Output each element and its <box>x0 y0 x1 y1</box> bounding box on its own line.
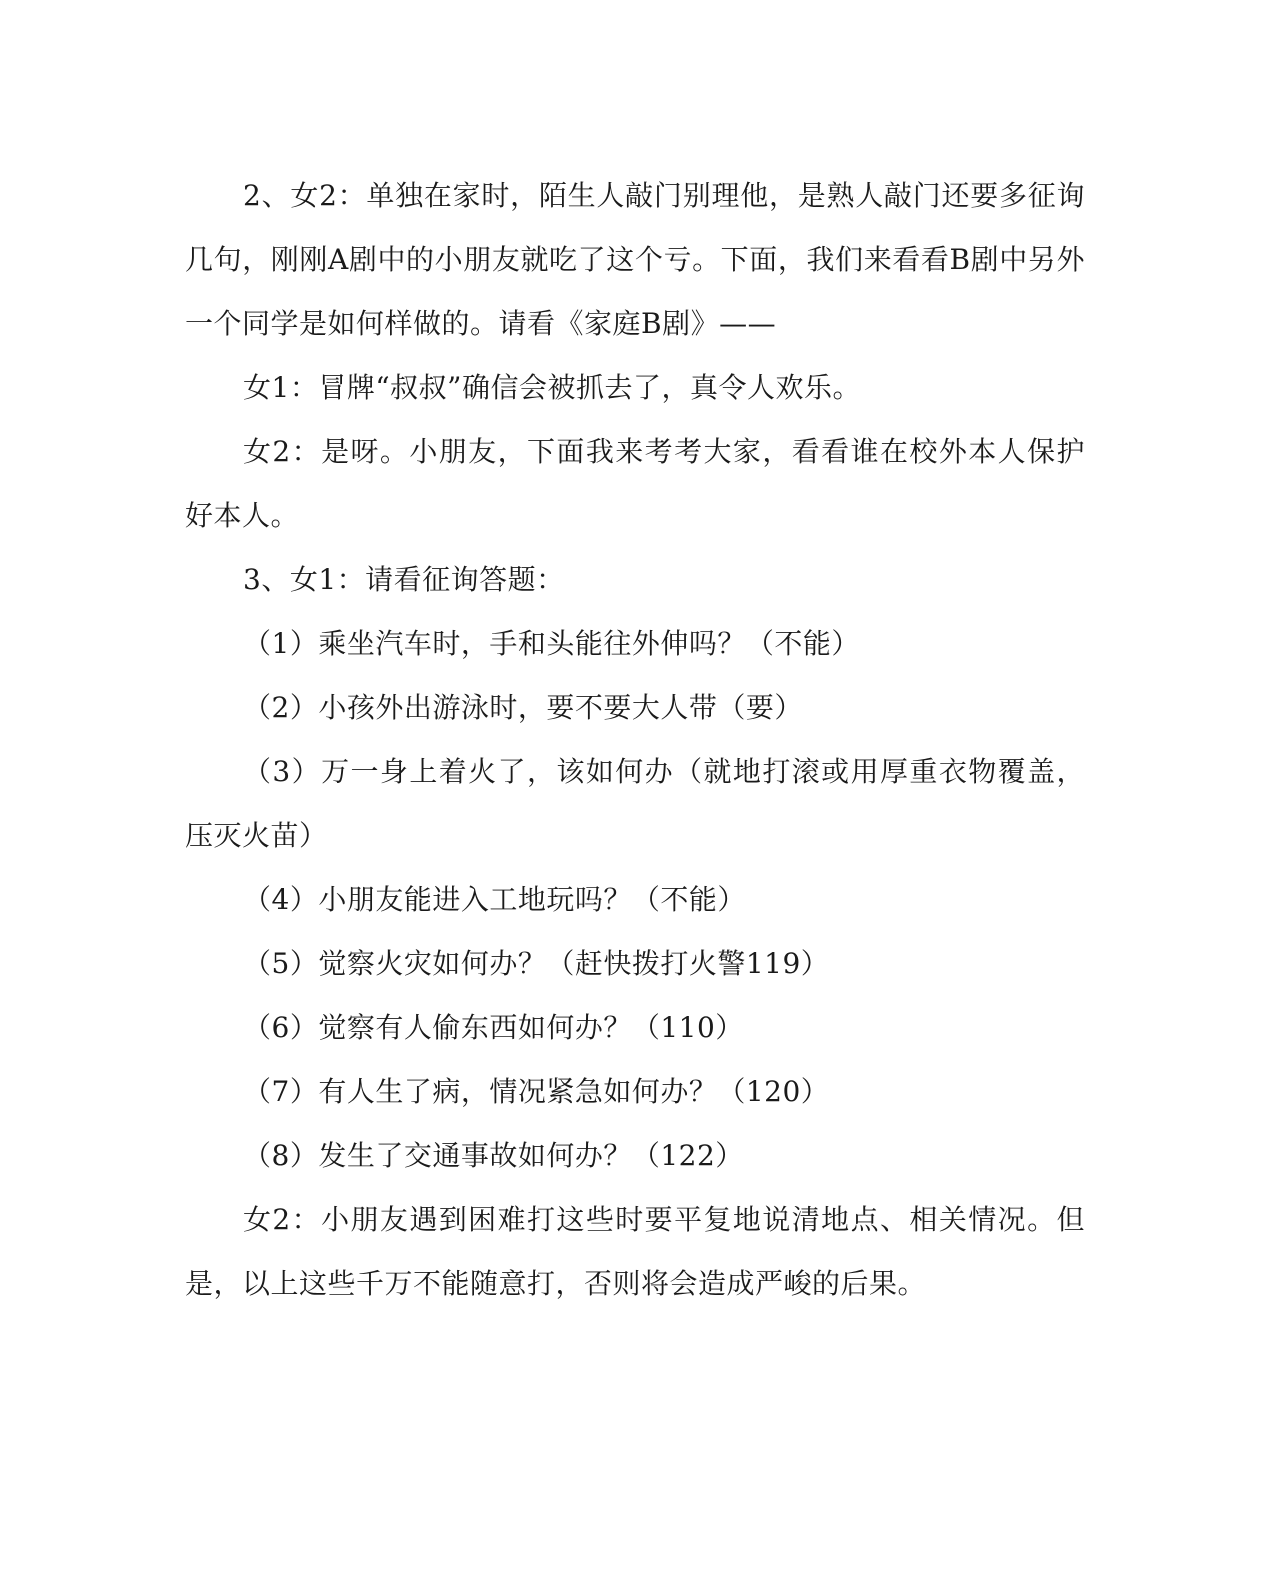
quiz-item-4: （4）小朋友能进入工地玩吗？（不能） <box>243 883 746 916</box>
paragraph-quiz-heading: 3、女1：请看征询答题： <box>243 563 565 596</box>
quiz-item-6: （6）觉察有人偷东西如何办？（110） <box>243 1011 744 1044</box>
quiz-item-5: （5）觉察火灾如何办？（赶快拨打火警119） <box>243 947 830 980</box>
paragraph-quiz-intro: 女2：是呀。小朋友，下面我来考考大家，看看谁在校外本人保护好本人。 <box>185 435 1085 532</box>
document-body <box>185 164 1085 1316</box>
paragraph-intro-b-play: 2、女2：单独在家时，陌生人敲门别理他，是熟人敲门还要多征询几句，刚刚A剧中的小朋友就吃了这个亏。下面，我们来看看B剧中另外一个同学是如何样做的。请看《家庭B剧》—— <box>185 179 1085 340</box>
quiz-item-2: （2）小孩外出游泳时，要不要大人带（要） <box>243 691 803 724</box>
quiz-item-3: （3）万一身上着火了，该如何办（就地打滚或用厚重衣物覆盖，压灭火苗） <box>185 755 1085 852</box>
paragraph-conclusion: 女2：小朋友遇到困难打这些时要平复地说清地点、相关情况。但是，以上这些千万不能随意打，否则将会造成严峻的后果。 <box>185 1203 1085 1300</box>
quiz-item-1: （1）乘坐汽车时，手和头能往外伸吗？（不能） <box>243 627 860 660</box>
quiz-item-7: （7）有人生了病，情况紧急如何办？（120） <box>243 1075 830 1108</box>
quiz-item-8: （8）发生了交通事故如何办？（122） <box>243 1139 744 1172</box>
paragraph-fake-uncle: 女1：冒牌“叔叔”确信会被抓去了，真令人欢乐。 <box>243 371 861 404</box>
